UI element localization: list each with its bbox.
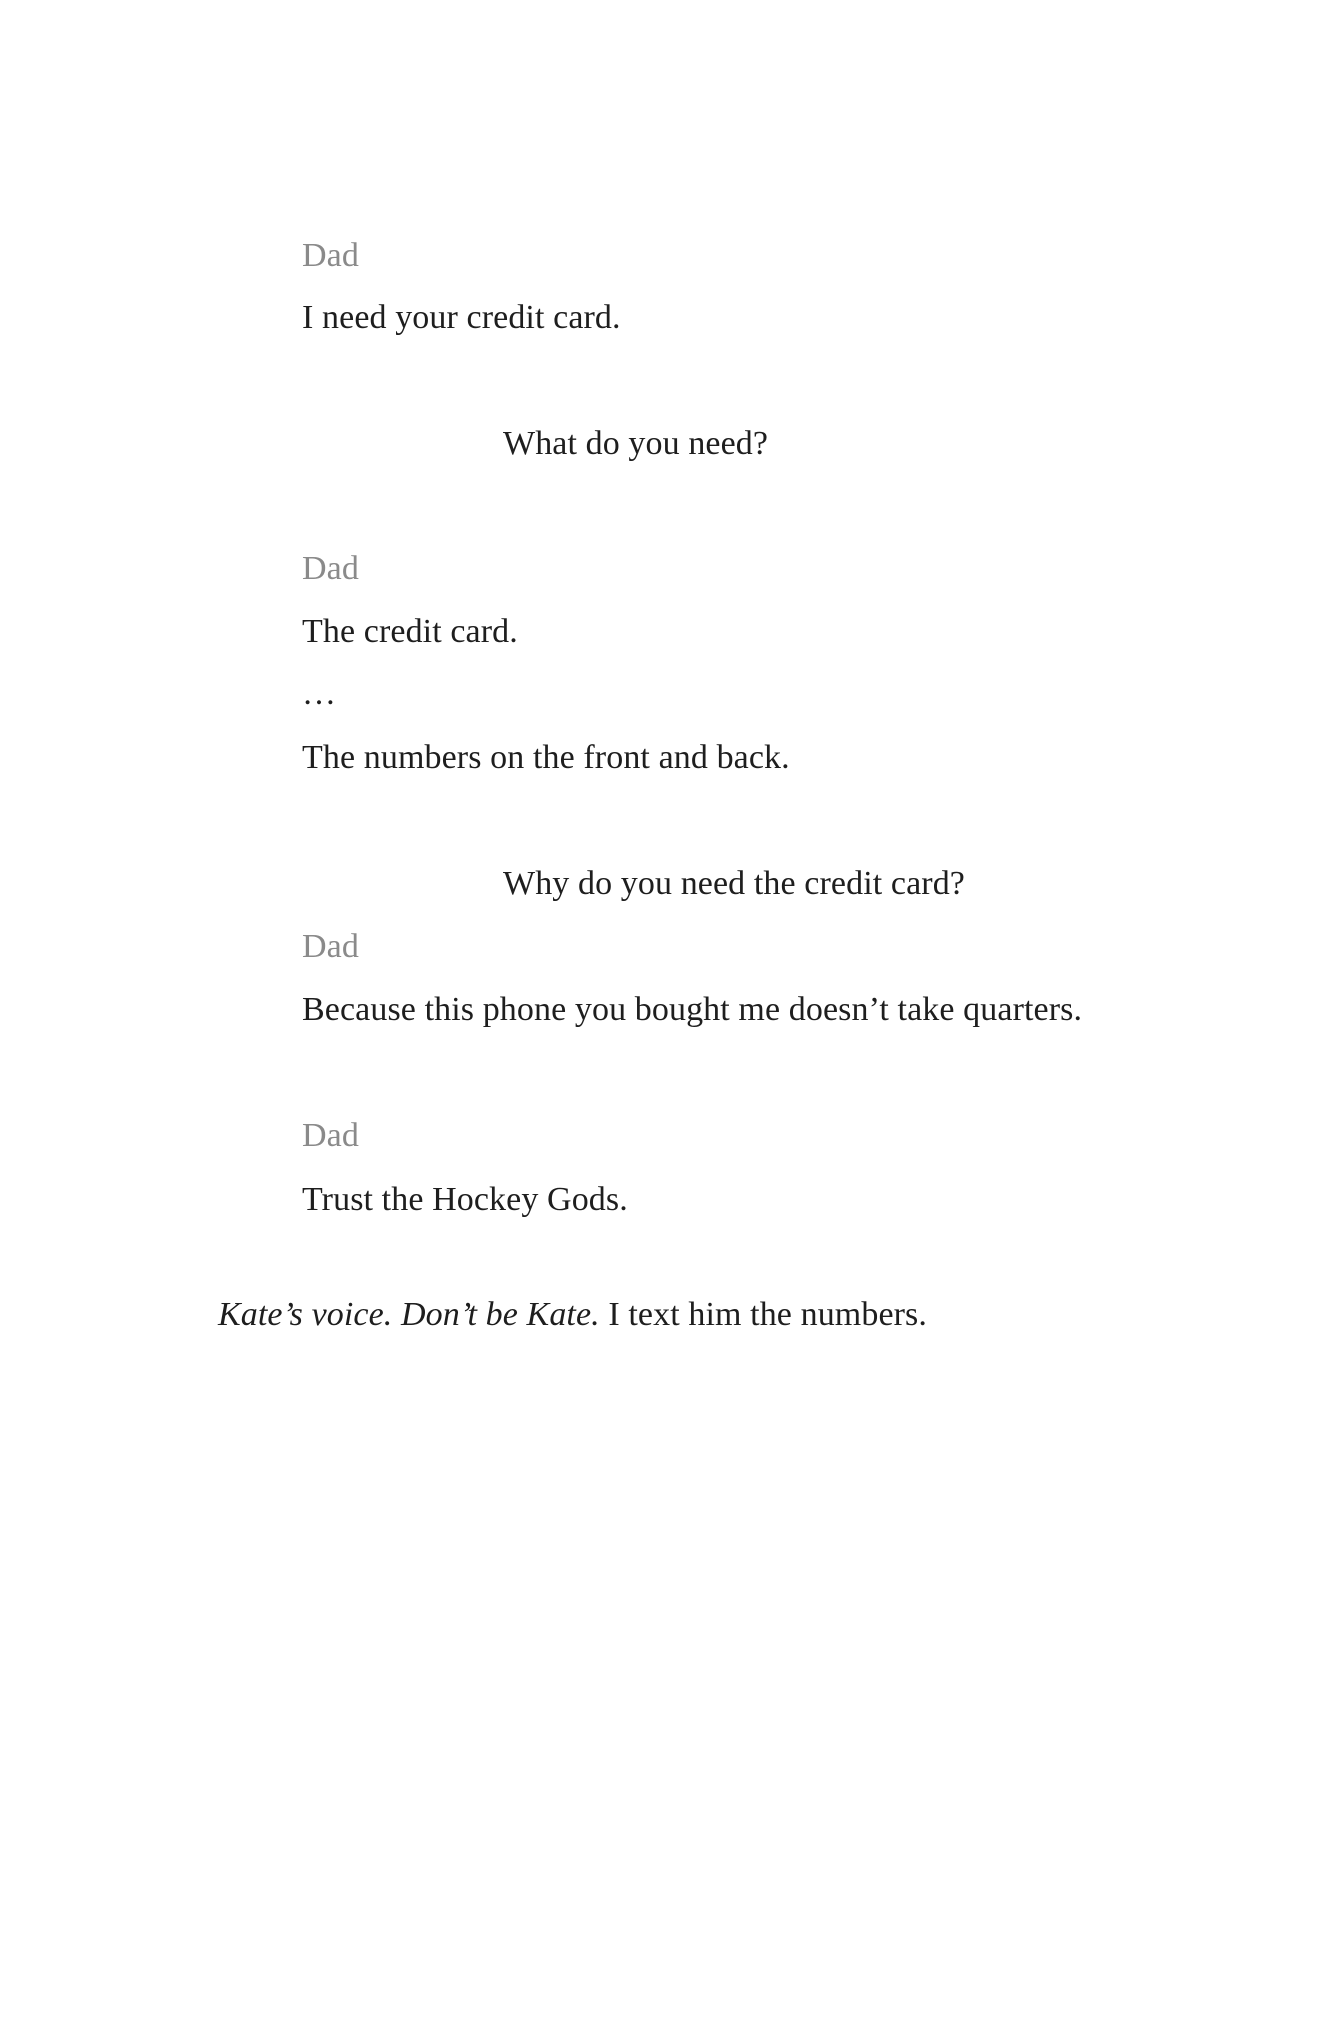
dialogue-line: The numbers on the front and back. [302, 739, 790, 776]
speaker-label: Dad [302, 1117, 359, 1154]
dialogue-line: Because this phone you bought me doesn’t take quarters. [302, 991, 1083, 1028]
dialogue-pause: … [302, 675, 337, 712]
dialogue-line: I need your credit card. [302, 299, 621, 336]
reply-line: What do you need? [503, 425, 769, 462]
reply-line: Why do you need the credit card? [503, 865, 966, 902]
dialogue-line: The credit card. [302, 613, 518, 650]
speaker-label: Dad [302, 237, 359, 274]
narration-paragraph [218, 1295, 927, 1335]
speaker-label: Dad [302, 928, 359, 965]
speaker-label: Dad [302, 550, 359, 587]
dialogue-line: Trust the Hockey Gods. [302, 1181, 628, 1218]
narration-plain: I text him the numbers. [599, 1296, 927, 1333]
narration-italic: Kate’s voice. Don’t be Kate. [218, 1296, 600, 1333]
